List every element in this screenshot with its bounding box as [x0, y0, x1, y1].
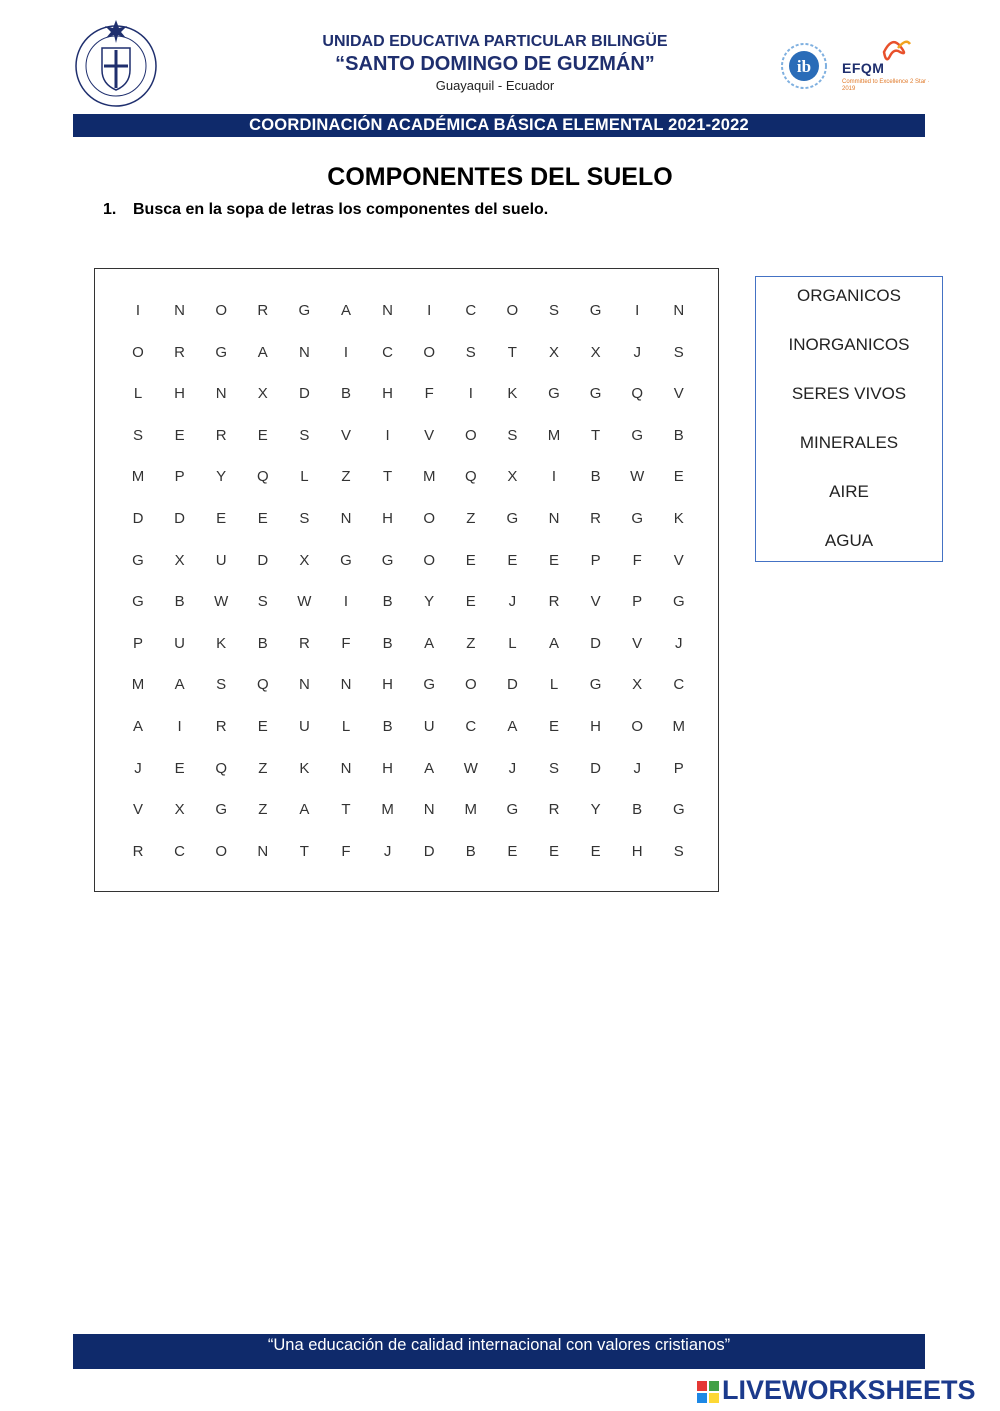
grid-letter: R: [548, 801, 560, 819]
grid-letter: J: [508, 593, 517, 611]
efqm-subtitle: Committed to Excellence 2 Star · 2019: [842, 79, 930, 92]
grid-letter: S: [465, 343, 476, 361]
grid-letter: R: [590, 510, 602, 527]
grid-letter: Y: [216, 468, 227, 486]
grid-letter: G: [423, 676, 436, 694]
grid-letter: I: [551, 468, 557, 486]
grid-letter: M: [464, 801, 478, 819]
grid-letter: G: [589, 676, 602, 694]
grid-letter: N: [298, 343, 310, 361]
grid-letter: E: [673, 468, 684, 486]
grid-letter: C: [382, 343, 394, 361]
grid-letter: E: [174, 759, 185, 777]
grid-letter: E: [548, 551, 559, 569]
grid-letter: O: [423, 510, 436, 527]
grid-letter: D: [132, 510, 144, 527]
grid-letter: I: [343, 593, 349, 611]
grid-letter: E: [548, 718, 559, 735]
grid-letter: V: [673, 385, 684, 403]
grid-letter: X: [174, 551, 185, 569]
grid-letter: D: [506, 676, 518, 694]
grid-letter: B: [257, 634, 268, 652]
grid-letter: C: [465, 302, 477, 319]
grid-letter: D: [174, 510, 186, 527]
grid-letter: I: [135, 302, 141, 319]
grid-letter: X: [632, 676, 643, 694]
grid-letter: H: [590, 718, 602, 735]
grid-letter: B: [632, 801, 643, 819]
instruction-number: 1.: [103, 201, 117, 218]
grid-letter: C: [174, 842, 186, 860]
grid-letter: W: [214, 593, 229, 611]
grid-letter: T: [299, 842, 309, 860]
grid-letter: L: [300, 468, 309, 486]
grid-letter: G: [506, 510, 519, 527]
svg-text:ib: ib: [796, 57, 812, 76]
grid-letter: A: [424, 759, 435, 777]
grid-letter: J: [675, 634, 683, 652]
grid-letter: H: [382, 385, 394, 403]
school-location: Guayaquil - Ecuador: [435, 78, 555, 93]
grid-letter: A: [174, 676, 185, 694]
grid-letter: E: [465, 551, 476, 569]
grid-letter: P: [132, 634, 143, 652]
grid-letter: G: [215, 801, 228, 819]
grid-letter: L: [133, 385, 143, 403]
grid-letter: Z: [466, 634, 476, 652]
grid-letter: V: [590, 593, 601, 611]
grid-letter: K: [673, 510, 684, 527]
coordination-text: COORDINACIÓN ACADÉMICA BÁSICA ELEMENTAL 2021-2022: [249, 116, 749, 134]
grid-letter: R: [174, 343, 186, 361]
grid-letter: M: [131, 676, 145, 694]
grid-letter: F: [632, 551, 642, 569]
word-list-item: ORGANICOS: [797, 286, 901, 305]
school-name-line2: “SANTO DOMINGO DE GUZMÁN”: [335, 53, 655, 75]
grid-letter: N: [340, 759, 352, 777]
grid-letter: L: [508, 634, 517, 652]
grid-letter: B: [340, 385, 351, 403]
grid-letter: I: [343, 343, 349, 361]
grid-letter: S: [548, 302, 559, 319]
grid-letter: A: [340, 302, 351, 319]
grid-letter: E: [257, 510, 268, 527]
grid-letter: R: [215, 718, 227, 735]
grid-letter: A: [507, 718, 518, 735]
grid-letter: R: [257, 302, 269, 319]
grid-letter: D: [257, 551, 269, 569]
grid-letter: V: [340, 426, 351, 444]
grid-letter: D: [298, 385, 310, 403]
grid-letter: Q: [464, 468, 477, 486]
word-list-box: [755, 276, 943, 562]
grid-letter: H: [382, 676, 394, 694]
grid-letter: N: [548, 510, 560, 527]
liveworksheets-logo-icon: [697, 1381, 719, 1403]
grid-letter: I: [177, 718, 182, 735]
grid-letter: S: [673, 842, 684, 860]
grid-letter: R: [215, 426, 227, 444]
grid-letter: O: [132, 343, 144, 361]
grid-letter: N: [382, 302, 394, 319]
grid-letter: O: [464, 676, 477, 694]
grid-letter: E: [257, 718, 268, 735]
grid-letter: T: [341, 801, 351, 819]
grid-letter: S: [257, 593, 268, 611]
grid-letter: M: [381, 801, 394, 819]
grid-letter: Y: [424, 593, 435, 611]
grid-letter: G: [298, 302, 311, 319]
grid-letter: E: [174, 426, 185, 444]
grid-letter: S: [299, 510, 310, 527]
grid-letter: E: [216, 510, 227, 527]
grid-letter: D: [590, 759, 602, 777]
grid-letter: E: [257, 426, 268, 444]
efqm-label: EFQM: [842, 60, 885, 76]
grid-letter: G: [381, 551, 394, 569]
grid-letter: P: [673, 759, 684, 777]
word-list-item: SERES VIVOS: [791, 384, 907, 403]
grid-letter: L: [549, 676, 559, 694]
grid-letter: O: [423, 343, 436, 361]
grid-letter: M: [672, 718, 686, 735]
grid-letter: J: [383, 842, 392, 860]
grid-letter: V: [632, 634, 643, 652]
grid-letter: Q: [256, 676, 269, 694]
ib-logo-icon: [780, 42, 828, 90]
grid-letter: G: [340, 551, 352, 569]
grid-letter: V: [132, 801, 143, 819]
grid-letter: D: [590, 634, 602, 652]
grid-letter: E: [465, 593, 476, 611]
grid-letter: U: [423, 718, 435, 735]
grid-letter: I: [385, 426, 390, 444]
grid-letter: L: [341, 718, 351, 735]
grid-letter: C: [673, 676, 685, 694]
grid-letter: B: [465, 842, 476, 860]
grid-letter: Z: [341, 468, 351, 486]
grid-letter: N: [298, 676, 310, 694]
grid-letter: X: [507, 468, 518, 486]
grid-letter: U: [174, 634, 186, 652]
grid-letter: K: [216, 634, 227, 652]
grid-letter: N: [215, 385, 227, 403]
school-name-line1: UNIDAD EDUCATIVA PARTICULAR BILINGÜE: [322, 33, 668, 50]
grid-letter: Z: [466, 510, 476, 527]
grid-letter: W: [463, 759, 478, 777]
grid-letter: K: [299, 759, 310, 777]
grid-letter: J: [633, 343, 641, 361]
grid-letter: I: [427, 302, 432, 319]
grid-letter: J: [134, 759, 142, 777]
liveworksheets-watermark: LIVEWORKSHEETS: [722, 1375, 976, 1405]
grid-letter: K: [507, 385, 518, 403]
grid-letter: N: [340, 676, 352, 694]
grid-letter: X: [174, 801, 185, 819]
grid-letter: O: [215, 842, 228, 860]
word-list-item: MINERALES: [799, 433, 899, 452]
grid-letter: H: [382, 759, 394, 777]
grid-letter: Q: [631, 385, 644, 403]
grid-letter: G: [672, 801, 685, 819]
grid-letter: N: [174, 302, 186, 319]
grid-letter: O: [631, 718, 644, 735]
grid-letter: A: [299, 801, 310, 819]
grid-letter: Y: [590, 801, 601, 819]
grid-letter: G: [589, 302, 602, 319]
grid-letter: F: [341, 634, 351, 652]
grid-letter: B: [382, 718, 393, 735]
grid-letter: G: [548, 385, 560, 403]
grid-letter: H: [631, 842, 643, 860]
grid-letter: B: [382, 593, 393, 611]
grid-letter: N: [340, 510, 352, 527]
grid-letter: F: [341, 842, 351, 860]
grid-letter: W: [630, 468, 645, 486]
grid-letter: G: [132, 551, 144, 569]
grid-letter: B: [382, 634, 393, 652]
grid-letter: B: [590, 468, 601, 486]
grid-letter: G: [631, 510, 644, 527]
grid-letter: R: [132, 842, 144, 860]
grid-letter: Z: [258, 801, 268, 819]
word-list-item: AIRE: [829, 482, 869, 501]
grid-letter: A: [257, 343, 268, 361]
grid-letter: W: [297, 593, 312, 611]
grid-letter: H: [174, 385, 186, 403]
grid-letter: J: [633, 759, 641, 777]
grid-letter: T: [591, 426, 601, 444]
grid-letter: S: [132, 426, 143, 444]
grid-letter: X: [548, 343, 559, 361]
grid-letter: N: [673, 302, 685, 319]
grid-letter: E: [507, 551, 518, 569]
grid-letter: T: [507, 343, 517, 361]
word-list-item: AGUA: [824, 531, 874, 550]
grid-letter: C: [465, 718, 477, 735]
grid-letter: P: [632, 593, 643, 611]
grid-letter: S: [507, 426, 518, 444]
grid-letter: E: [507, 842, 518, 860]
grid-letter: U: [298, 718, 310, 735]
grid-letter: E: [548, 842, 559, 860]
grid-letter: R: [298, 634, 310, 652]
grid-letter: Q: [256, 468, 269, 486]
grid-letter: B: [174, 593, 185, 611]
grid-letter: Z: [258, 759, 268, 777]
grid-letter: S: [673, 343, 684, 361]
grid-letter: H: [382, 510, 394, 527]
grid-letter: X: [257, 385, 268, 403]
grid-letter: M: [422, 468, 436, 486]
grid-letter: J: [508, 759, 517, 777]
grid-letter: O: [423, 551, 436, 569]
grid-letter: T: [383, 468, 393, 486]
grid-letter: P: [590, 551, 601, 569]
grid-letter: O: [506, 302, 519, 319]
grid-letter: G: [672, 593, 685, 611]
grid-letter: U: [215, 551, 227, 569]
word-list-item: INORGANICOS: [788, 335, 910, 354]
grid-letter: X: [590, 343, 601, 361]
grid-letter: X: [299, 551, 310, 569]
grid-letter: G: [215, 343, 228, 361]
grid-letter: A: [132, 718, 143, 735]
grid-letter: G: [589, 385, 602, 403]
grid-letter: S: [216, 676, 227, 694]
grid-letter: M: [131, 468, 145, 486]
grid-letter: P: [174, 468, 185, 486]
grid-letter: I: [468, 385, 473, 403]
grid-letter: M: [547, 426, 561, 444]
grid-letter: O: [464, 426, 477, 444]
grid-letter: O: [215, 302, 228, 319]
grid-letter: R: [548, 593, 560, 611]
grid-letter: V: [424, 426, 435, 444]
grid-letter: N: [423, 801, 435, 819]
grid-letter: G: [506, 801, 519, 819]
grid-letter: A: [548, 634, 559, 652]
grid-letter: E: [590, 842, 601, 860]
grid-letter: G: [132, 593, 144, 611]
footer-motto: “Una educación de calidad internacional con valores cristianos”: [267, 1336, 731, 1354]
grid-letter: N: [257, 842, 269, 860]
grid-letter: I: [635, 302, 640, 319]
word-search-grid: [94, 268, 719, 892]
grid-letter: A: [424, 634, 435, 652]
grid-letter: S: [548, 759, 559, 777]
instruction-text: Busca en la sopa de letras los componentes del suelo.: [133, 201, 549, 218]
grid-letter: F: [424, 385, 434, 403]
grid-letter: V: [673, 551, 684, 569]
grid-letter: D: [423, 842, 435, 860]
school-crest-logo: [72, 16, 160, 110]
grid-letter: B: [673, 426, 684, 444]
grid-letter: S: [299, 426, 310, 444]
page-title: COMPONENTES DEL SUELO: [327, 163, 673, 191]
grid-letter: G: [631, 426, 644, 444]
grid-letter: Q: [215, 759, 228, 777]
